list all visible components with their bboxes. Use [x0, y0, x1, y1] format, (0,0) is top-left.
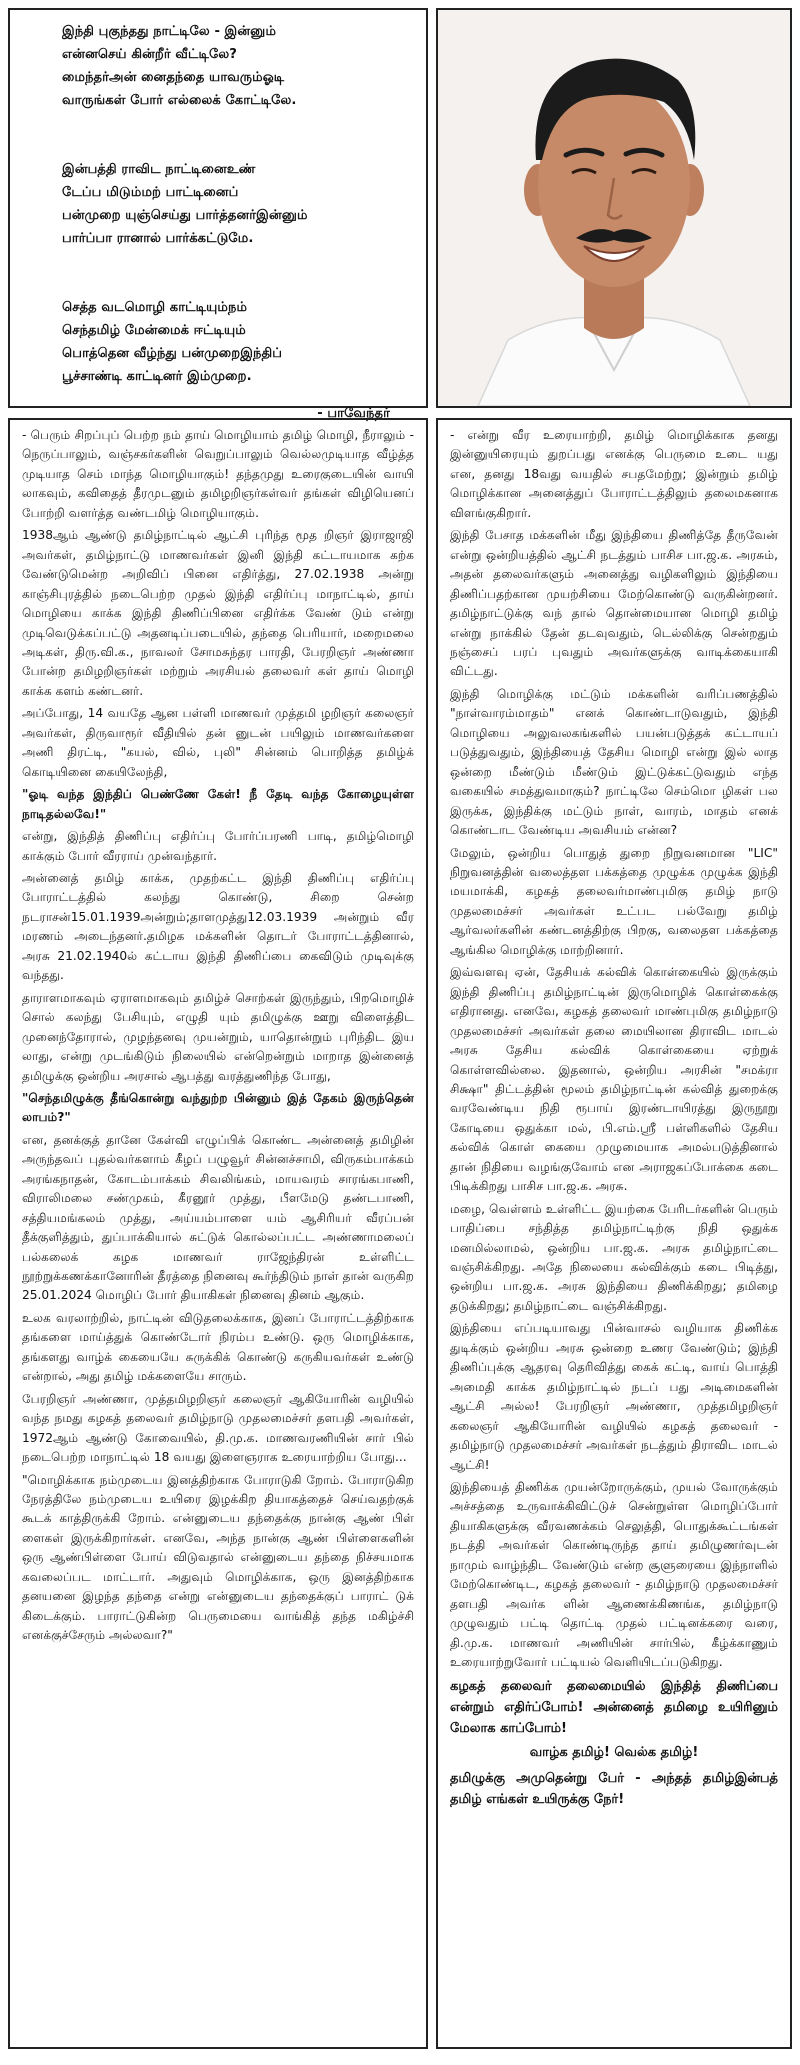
article-paragraph: என, தனக்குத் தானே கேள்வி எழுப்பிக் கொண்ட அன்னைத் தமிழின் அருந்தவப் புதல்வர்களாம் கீழப் பழுவூர் சின்னச்சாமி, விருகம்பாக்கம் அரங்கநாதன், கோடம்பாக்கம் சிவலிங்கம், மாயவரம் சாரங்கபாணி, விராலிமலை சண்முகம், கீரனூர் முத்து, பீளமேடு தண்டபாணி, சத்தியமங்கலம் முத்து, அய்யம்பாளை யம் ஆசிரியர் வீரப்பன் தீக்குளித்தும், துப்பாக்கியால் சுட்டுக் கொல்லப்பட்ட அண்ணாமலைப் பல்கலைக் கழக மாணவர் ராஜேந்திரன் உள்ளிட்ட நூற்றுக்கணக்கானோரின் தீரத்தை நினைவு கூர்ந்திடும் நாள் தான் வருகிற 25.01.2024 மொழிப் போர் தியாகிகள் நினைவு தினம் ஆகும். — [22, 1132, 414, 1303]
poem-line: என்னசெய் கின்றீர் வீட்டிலே? — [62, 47, 237, 62]
poem-line: மைந்தர்அன் னைதந்தை யாவரும்ஓடி — [62, 70, 285, 85]
poem-line: செந்தமிழ் மேன்மைக் ஈட்டியும் — [62, 323, 246, 338]
closing-line: வாழ்க தமிழ்! வெல்க தமிழ்! — [529, 1744, 699, 1760]
article-paragraph: இந்தி பேசாத மக்களின் மீது இந்தியை திணித்தே தீருவேன் என்று ஒன்றியத்தில் ஆட்சி நடத்தும் பாசிச பா.ஜ.க. அரசும், அதன் தலைவர்களும் அனைத்து வழிகளிலும் இந்தியை திணிப்பதற்கான முயற்சியை மேற்கொண்டு வருகின்றனர். தமிழ்நாட்டுக்கு வந் தால் தொன்மையான மொழி தமிழ் என்று நாக்கில் தேன் தடவுவதும், டெல்லிக்கு சென்றதும் நஞ்சைப் பரப் புவதும் அவர்களுக்கு வாடிக்கையாகி விட்டது. — [450, 528, 778, 679]
article-paragraph: "மொழிக்காக நம்முடைய இனத்திற்காக போராடுகி றோம். போராடுகிற நேரத்திலே நம்முடைய உயிரை இழக்கிற தியாகத்தைச் செய்வதற்குக் கூடக் காத்திருக்கி றோம். என்னுடைய தந்தைக்கு நான்கு ஆண் பிள் ளைகள் இருக்கிறார்கள். எனவே, அந்த நான்கு ஆண் பிள்ளைகளின் ஒரு ஆண்பிள்ளை போய் விடுவதால் என்னுடைய தந்தை நிச்சயமாக கவலைப்பட மாட்டார். அதுவும் மொழிக்காக, ஒரு இனத்திற்காக தனயனை இழந்த தந்தை என்று என்னுடைய தந்தைக்குப் பாராட் டுக் கிடைக்கும். பாராட்டுகின்ற பெருமையை வாங்கித் தந்த மகிழ்ச்சி எனக்குச்சேரும் அல்லவா?" — [22, 1472, 414, 1643]
poem-line: பூச்சாண்டி காட்டினர் இம்முறை. — [62, 369, 252, 384]
article-paragraph: இந்தியைத் திணிக்க முயன்றோருக்கும், முயல் வோருக்கும் அச்சத்தை உருவாக்கிவிட்டுச் சென்றுள்ள மொழிப்போர் தியாகிகளுக்கு வீரவணக்கம் செலுத்தி, பொதுக்கூட்டங்கள் நடத்தி அவர்கள் கொண்டிருந்த தாய் தமிழுணர்வுடன் நாமும் வாழ்ந்திட வேண்டும் என்ற சூளுரையை இந்நாளில் மேற்கொண்டிட, கழகத் தலைவர் - தமிழ்நாடு முதலமைச்சர் தளபதி அவர்க ளின் ஆணைக்கிணங்க, தமிழ்நாடு முழுவதும் பட்டி தொட்டி முதல் பட்டினக்கரை வரை, தி.மு.க. மாணவர் அணியின் சார்பில், கீழ்க்காணும் உரையாற்றுவோர் பட்டியல் வெளியிடப்படுகிறது. — [450, 1480, 778, 1670]
article-paragraph: பேரறிஞர் அண்ணா, முத்தமிழறிஞர் கலைஞர் ஆகியோரின் வழியில் வந்த நமது கழகத் தலைவர் தமிழ்நாடு முதலமைச்சர் தளபதி அவர்கள், 1972ஆம் ஆண்டு கோவையில், தி.மு.க. மாணவரணியின் சார் பில் நடைபெற்ற மாநாட்டில் 18 வயது இளைஞராக உரையாற்றிய போது... — [22, 1391, 414, 1465]
article-paragraph: அன்னைத் தமிழ் காக்க, முதற்கட்ட இந்தி திணிப்பு எதிர்ப்பு போராட்டத்தில் கலந்து கொண்டு, சிறை சென்ற நடராசன்15.01.1939அன்றும்;தாளமுத்து12.03.1939 அன்றும் வீர மரணம் அடைந்தனர்.தமிழக மக்களின் தொடர் போராட்டத்தினால், அரசு 21.02.1940ல் கட்டாய இந்தி திணிப்பை கைவிடும் முடிவுக்கு வந்தது. — [22, 870, 414, 983]
poem-line: பொத்தென வீழ்ந்து பன்முறைஇந்திப் — [62, 346, 283, 361]
article-paragraph: இவ்வளவு ஏன், தேசியக் கல்விக் கொள்கையில் இருக்கும் இந்தி திணிப்பு தமிழ்நாட்டின் இருமொழிக் கொள்கைக்கு எதிரானது. எனவே, கழகத் தலைவர் மாண்புமிகு தமிழ்நாடு முதலமைச்சர் அவர்கள் தலை மையிலான திராவிட மாடல் அரசு தேசிய கல்விக் கொள்கையை ஏற்றுக் கொள்ளவில்லை. இதனால், ஒன்றிய அரசின் "சமக்ரா சிக்ஷா" திட்டத்தின் மூலம் தமிழ்நாட்டின் கல்வித் துறைக்கு வரவேண்டிய நிதி ரூபாய் இரண்டாயிரத்து இருநூறு கோடியை ஒதுக்கா மல், பி.எம்.ஸ்ரீ பள்ளிகளில் தேசிய கல்விக் கொள் கையை முழுமையாக அமல்படுத்தினால் தான் நிதியை வழங்குவோம் என அராஜகப்போக்கை கடை பிடிக்கிறது பாசிச பா.ஜ.க. அரசு. — [450, 965, 778, 1194]
poem-line: பன்முறை யுஞ்செய்து பார்த்தனர்இன்னும் — [62, 208, 308, 223]
closing-line: தமிழுக்கு அமுதென்று பேர் - அந்தத் தமிழ்இன்பத் தமிழ் எங்கள் உயிருக்கு நேர்! — [450, 1771, 778, 1807]
article-paragraph: இந்தியை எப்படியாவது பின்வாசல் வழியாக திணிக்க துடிக்கும் ஒன்றிய அரசு ஒன்றை உணர வேண்டும்; இந்தி திணிப்புக்கு ஆதரவு தெரிவித்து கைக் கட்டி, வாய் பொத்தி அமைதி காக்க தமிழ்நாட்டில் நடப் பது அடிமைகளின் ஆட்சி அல்ல! பேரறிஞர் அண்ணா, முத்தமிழறிஞர் கலைஞர் ஆகியோரின் வழியில் கழகத் தலைவர் - தமிழ்நாடு முதலமைச்சர் அவர்கள் நடத்தும் திராவிட மாடல் ஆட்சி! — [450, 1321, 778, 1472]
poem-stanza — [62, 20, 408, 112]
poem-line: இன்பத்தி ராவிட நாட்டினைஉண் — [62, 162, 256, 177]
article-quote: "செந்தமிழுக்கு தீங்கொன்று வந்துற்ற பின்னும் இத் தேகம் இருந்தென் லாபம்?" — [22, 1090, 414, 1125]
article-paragraph: 1938ஆம் ஆண்டு தமிழ்நாட்டில் ஆட்சி புரிந்த மூத றிஞர் இராஜாஜி அவர்கள், தமிழ்நாட்டு மாணவர்கள் இனி இந்தி கட்டாயமாக கற்க வேண்டுமென்ற அறிவிப் பினை எதிர்த்து, 27.02.1938 அன்று காஞ்சிபுரத்தில் நடைபெற்ற முதல் இந்தி எதிர்ப்பு மாநாட்டில், தாய் மொழியை காக்க இந்தி திணிப்பினை எதிர்க்க வேண் டும் என்று முடிவெடுக்கப்பட்டு அதனடிப்படையில், தந்தை பெரியார், மறைமலை அடிகள், திரு.வி.க., நாவலர் சோமசுந்தர பாரதி, பேரறிஞர் அண்ணா போன்ற தமிழறிஞர்கள் மற்றும் அரசியல் தலைவர் கள் தாய் மொழி காக்க களம் கண்டனர். — [22, 528, 414, 698]
article-right-column — [436, 418, 792, 2049]
article-paragraph: மேலும், ஒன்றிய பொதுத் துறை நிறுவனமான "LIC" நிறுவனத்தின் வலைத்தள பக்கத்தை முழுக்க முழுக்க இந்தி மயமாக்கி, கழகத் தலைவர்மாண்புமிகு தமிழ் நாடு முதலமைச்சர் அவர்கள் உட்பட பல்வேறு தமிழ் ஆர்வலர்களின் கண்டனத்திற்கு பிறகு, வலைதள பக்கத்தை ஆங்கில மொழிக்கு மாற்றினார். — [450, 845, 778, 957]
poem-line: இந்தி புகுந்தது நாட்டிலே - இன்னும் — [62, 24, 277, 39]
poem-stanza — [62, 158, 408, 250]
poem-line: டேப்ப மிடும்மற் பாட்டினைப் — [62, 185, 239, 200]
portrait-illustration — [438, 10, 790, 406]
article-quote: "ஓடி வந்த இந்திப் பெண்ணே கேள்! நீ தேடி வந்த கோழையுள்ள நாடிதல்லவே!" — [22, 787, 414, 821]
article-paragraph: அப்போது, 14 வயதே ஆன பள்ளி மாணவர் முத்தமி ழறிஞர் கலைஞர் அவர்கள், திருவாரூர் வீதியில் தன் னுடன் பயிலும் மாணவர்களை அணி திரட்டி, "கயல், வில், புலி" சின்னம் பொறித்த தமிழ்க் கொடியினை கையிலேந்தி, — [22, 706, 414, 779]
poem-line: செத்த வடமொழி காட்டியும்நம் — [62, 300, 248, 315]
article-paragraph: - பெரும் சிறப்புப் பெற்ற நம் தாய் மொழியாம் தமிழ் மொழி, நீராலும் - நெருப்பாலும், வஞ்சகர்களின் வெறுப்பாலும் வெல்லமுடியாத வீழ்த்த முடியாத செம் மாந்த மொழியாகும்! தந்தமுது உரைகுடையின் வாயி லாகவும், கவிதைத் தீரமுடனும் தமிழறிஞர்கள்வர் தங்கள் விழியெனப் போற்றி வளர்த்த வண்டமிழ் மொழியாகும். — [22, 428, 414, 520]
article-paragraph: என்று, இந்தித் திணிப்பு எதிர்ப்பு போர்ப்பரணி பாடி, தமிழ்மொழி காக்கும் போர் வீரராய் முன்வந்தார். — [22, 829, 414, 863]
poem-line: வாருங்கள் போர் எல்லைக் கோட்டிலே. — [62, 93, 297, 108]
article-left-column — [8, 418, 428, 2049]
article-paragraph: மழை, வெள்ளம் உள்ளிட்ட இயற்கை பேரிடர்களின் பெரும் பாதிப்பை சந்தித்த தமிழ்நாட்டிற்கு நிதி ஒதுக்க மனமில்லாமல், ஒன்றிய பா.ஜ.க. அரசு தமிழ்நாட்டை வஞ்சிக்கிறது. அதே நிலையை கல்விக்கும் கடை பிடித்து, ஒன்றிய பா.ஜ.க. அரசு இந்தியை திணிக்கிறது; தமிழை தடுக்கிறது; தமிழ்நாட்டை வஞ்சிக்கிறது. — [450, 1201, 778, 1313]
newspaper-page — [8, 8, 792, 2049]
poem-stanza — [62, 296, 408, 388]
article-paragraph: உலக வரலாற்றில், நாட்டின் விடுதலைக்காக, இனப் போராட்டத்திற்காக தங்களை மாய்த்துக் கொண்டோர் நிரம்ப உண்டு. ஒரு மொழிக்காக, தங்களது வாழ்க் கையையே சுருக்கிக் கொண்டு கருகியவர்கள் உண்டு என்றால், அது தமிழ் மக்களையே சாரும். — [22, 1310, 414, 1384]
article-paragraph: - என்று வீர உரையாற்றி, தமிழ் மொழிக்காக தனது இன்னுயிரையும் துறப்பது எனக்கு பெருமை உடை யது என, தனது 18வது வயதில் சபதமேற்று; இன்றும் தமிழ் மொழிக்கான அனைத்துப் போராட்டத்திலும் தலைமகனாக விளங்குகிறார். — [450, 428, 778, 520]
poem-box — [8, 8, 428, 421]
article-paragraph: இந்தி மொழிக்கு மட்டும் மக்களின் வரிப்பணத்தில் "நாள்வாரம்மாதம்" எனக் கொண்டாடுவதும், இந்தி மொழியை அலுவலகங்களில் பயன்படுத்தக் கட்டாயப் படுத்துவதும், இந்தியைத் தேசிய மொழி என்று இல் லாத ஒன்றை மீண்டும் மீண்டும் இட்டுக்கட்டுவதும் எந்த வகையில் சமத்துவமாகும்? நாட்டிலே செம்மொ ழிகள் பல இருக்க, இந்திக்கு மட்டும் நாள், வாரம், மாதம் எனக் கொண்டாட வேண்டிய அவசியம் என்ன? — [450, 686, 778, 838]
poem-line: பார்ப்பா ரானால் பார்க்கட்டுமே. — [62, 231, 254, 246]
article-paragraph: தாராளமாகவும் ஏராளமாகவும் தமிழ்ச் சொற்கள் இருந்தும், பிறமொழிச் சொல் கலந்து பேசியும், எழுதி யும் தமிழுக்கு ஊறு விளைத்திட முனைந்தோரால், முழந்தனவு முயன்றும், யாதொன்றும் புரிந்திட இய லாது, என்று முடங்கிடும் நிலையில் என்றென்றும் மாறாத இன்னைத் தமிழுக்கு ஒன்றிய அரசால் ஆபத்து வரத்துணிந்த போது, — [22, 990, 414, 1083]
portrait-photo — [436, 8, 792, 408]
poem-author: - பாவேந்தர் — [317, 406, 390, 421]
closing-line: கழகத் தலைவர் தலைமையில் இந்தித் திணிப்பை என்றும் எதிர்ப்போம்! அன்னைத் தமிழை உயிரினும் மேலாக காப்போம்! — [450, 1678, 778, 1736]
